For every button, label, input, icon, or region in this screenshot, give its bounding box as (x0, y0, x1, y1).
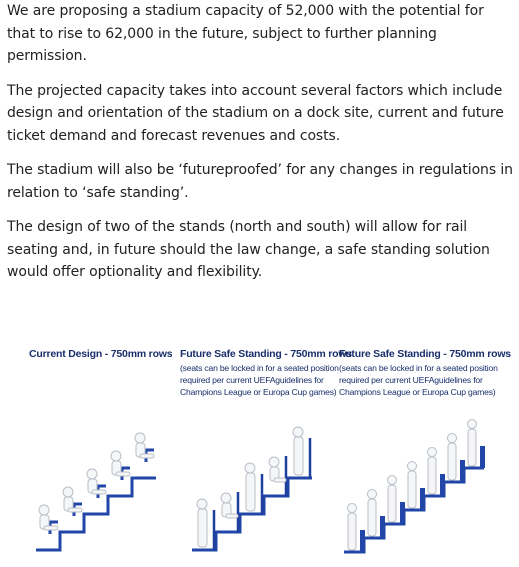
panel-2-title: Future Safe Standing - 750mm rows (180, 348, 352, 360)
panel-1-title: Current Design - 750mm rows (29, 348, 173, 360)
panel-1-illustration (14, 418, 164, 558)
article-body (7, 0, 515, 296)
panel-3-note-line: required per current UEFAguidelines for (339, 375, 483, 385)
paragraph-rail-seating: The design of two of the stands (north and south) will allow for rail seating and, in future should the law change, a safe standing solution would offer optionality and flexibility. (7, 219, 490, 280)
panel-2-note-line: (seats can be locked in for a seated position (180, 363, 339, 373)
panel-3-illustration (330, 418, 498, 558)
paragraph-projected-capacity: The projected capacity takes into account several factors which include design and orientation of the stadium on a dock site, current and future ticket demand and forecast revenues and costs. (7, 82, 504, 144)
panel-3-title: Future Safe Standing - 750mm rows (339, 348, 511, 360)
panel-2-illustration (172, 418, 332, 558)
panel-2-note-line: Champions League or Europa Cup games) (180, 387, 337, 397)
panel-3-note (339, 362, 498, 398)
seating-diagram-figure (0, 318, 519, 567)
paragraph-capacity: We are proposing a stadium capacity of 52,000 with the potential for that to rise to 62,000 in the future, subject to further planning permission. (7, 3, 484, 64)
panel-3-note-line: (seats can be locked in for a seated position (339, 363, 498, 373)
panel-2-note (180, 362, 339, 398)
paragraph-futureproofed: The stadium will also be ‘futureproofed’ for any changes in regulations in relation to ‘safe standing’. (7, 162, 513, 201)
panel-2-note-line: required per current UEFAguidelines for (180, 375, 324, 385)
rails (360, 446, 485, 552)
panel-3-note-line: Champions League or Europa Cup games) (339, 387, 496, 397)
standing-spectators (348, 420, 477, 551)
